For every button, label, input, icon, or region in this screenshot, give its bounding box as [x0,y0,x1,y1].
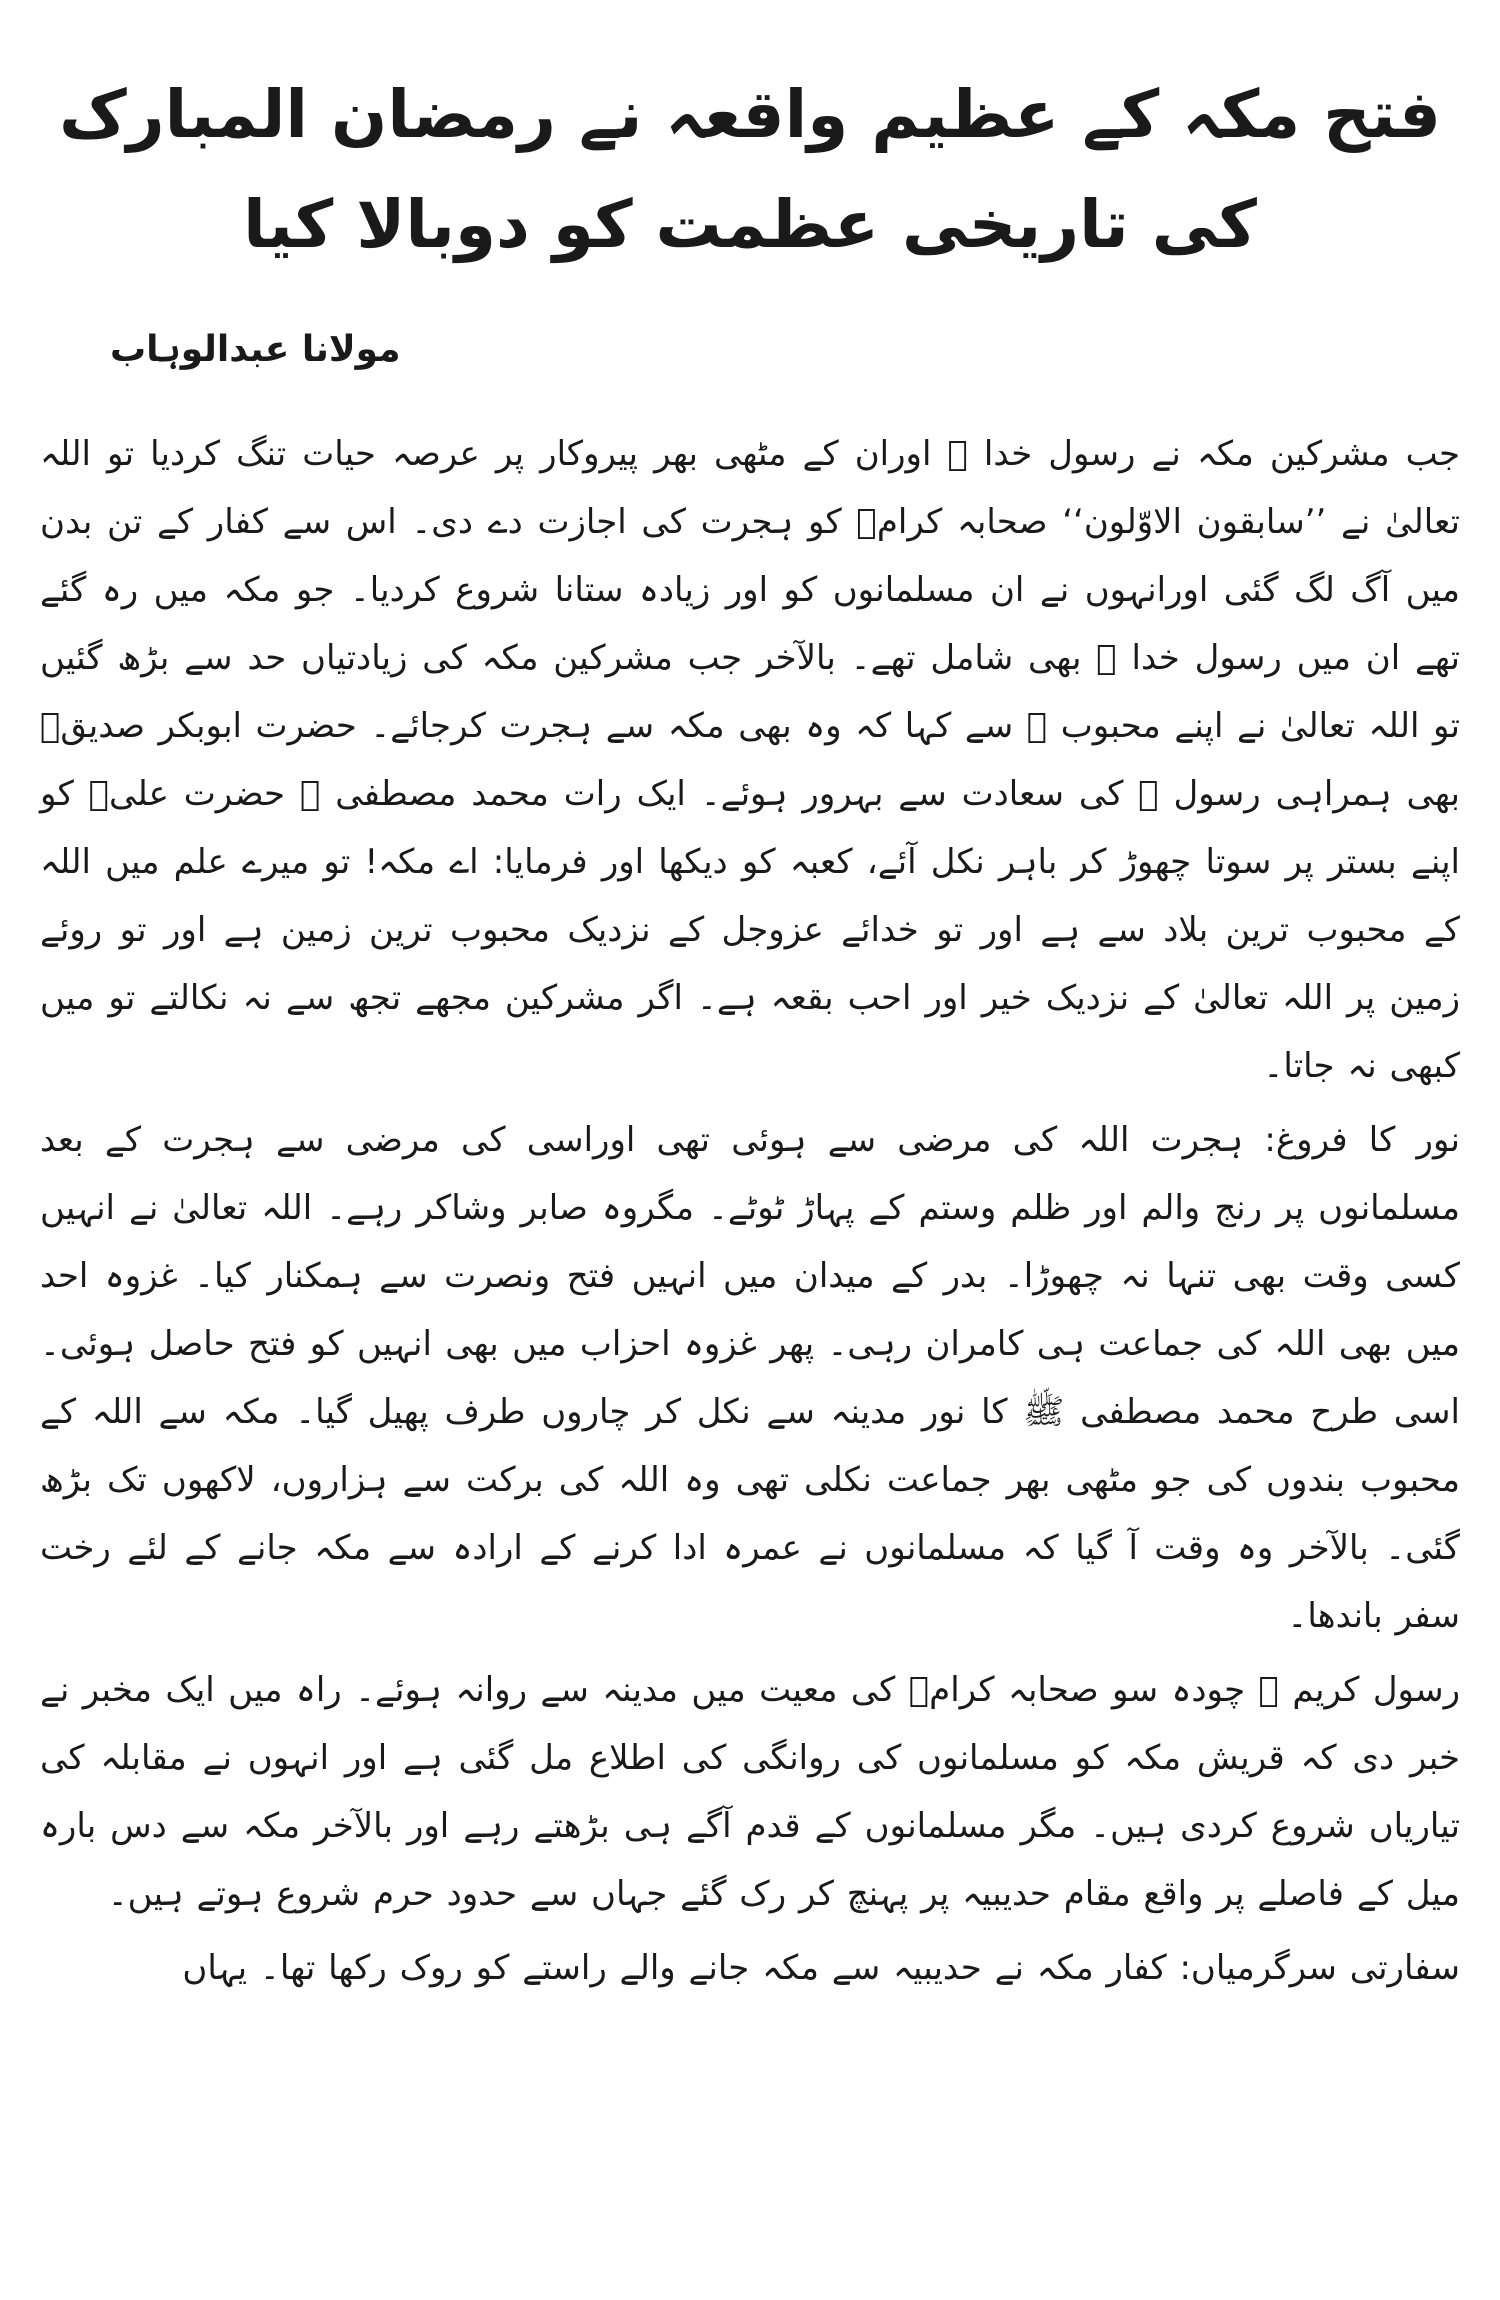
article-title: فتح مکہ کے عظیم واقعہ نے رمضان المبارک کی تاریخی عظمت کو دوبالا کیا [59,76,1441,263]
article-paragraph-3: رسول کریم ﷺ چودہ سو صحابہ کرامؓ کی معیت میں مدینہ سے روانہ ہوئے۔ راہ میں ایک مخبر نے خبر دی کہ قریش مکہ کو مسلمانوں کی روانگی کی اطلاع مل گئی ہے اور انہوں نے مقابلہ کی تیاریاں شروع کردی ہیں۔ مگر مسلمانوں کے قدم آگے ہی بڑھتے رہے اور بالآخر مکہ سے دس بارہ میل کے فاصلے پر واقع مقام حدیبیہ پر پہنچ کر رک گئے جہاں سے حدود حرم شروع ہوتے ہیں۔ [40,1670,1460,1914]
article-paragraph-2: نور کا فروغ: ہجرت اللہ کی مرضی سے ہوئی تھی اوراسی کی مرضی سے ہجرت کے بعد مسلمانوں پر رنج والم اور ظلم وستم کے پہاڑ ٹوٹے۔ مگروہ صابر وشاکر رہے۔ اللہ تعالیٰ نے انہیں کسی وقت بھی تنہا نہ چھوڑا۔ بدر کے میدان میں انہیں فتح ونصرت سے ہمکنار کیا۔ غزوہ احد میں بھی اللہ کی جماعت ہی کامران رہی۔ پھر غزوہ احزاب میں بھی انہیں کو فتح حاصل ہوئی۔ اسی طرح محمد مصطفی ﷺ کا نور مدینہ سے نکل کر چاروں طرف پھیل گیا۔ مکہ سے اللہ کے محبوب بندوں کی جو مٹھی بھر جماعت نکلی تھی وہ اللہ کی برکت سے ہزاروں، لاکھوں تک بڑھ گئی۔ بالآخر وہ وقت آ گیا کہ مسلمانوں نے عمرہ ادا کرنے کے ارادہ سے مکہ جانے کے لئے رخت سفر باندھا۔ [40,1120,1460,1636]
article-paragraph-4: سفارتی سرگرمیاں: کفار مکہ نے حدیبیہ سے مکہ جانے والے راستے کو روک رکھا تھا۔ یہاں [182,1948,1460,1988]
article-author: مولانا عبدالوہاب [110,329,401,370]
article-paragraph-1: جب مشرکین مکہ نے رسول خدا ﷺ اوران کے مٹھی بھر پیروکار پر عرصہ حیات تنگ کردیا تو اللہ تعالیٰ نے ’’سابقون الاوّلون‘‘ صحابہ کرامؓ کو ہجرت کی اجازت دے دی۔ اس سے کفار کے تن بدن میں آگ لگ گئی اورانہوں نے ان مسلمانوں کو اور زیادہ ستانا شروع کردیا۔ جو مکہ میں رہ گئے تھے ان میں رسول خدا ﷺ بھی شامل تھے۔ بالآخر جب مشرکین مکہ کی زیادتیاں حد سے بڑھ گئیں تو اللہ تعالیٰ نے اپنے محبوب ﷺ سے کہا کہ وہ بھی مکہ سے ہجرت کرجائے۔ حضرت ابوبکر صدیقؓ بھی ہمراہی رسول ﷺ کی سعادت سے بہرور ہوئے۔ ایک رات محمد مصطفی ﷺ حضرت علیؓ کو اپنے بستر پر سوتا چھوڑ کر باہر نکل آئے، کعبہ کو دیکھا اور فرمایا: اے مکہ! تو میرے علم میں اللہ کے محبوب ترین بلاد سے ہے اور تو خدائے عزوجل کے نزدیک محبوب ترین زمین ہے اور تو روئے زمین پر اللہ تعالیٰ کے نزدیک خیر اور احب بقعہ ہے۔ اگر مشرکین مجھے تجھ سے نہ نکالتے تو میں کبھی نہ جاتا۔ [40,434,1460,1086]
